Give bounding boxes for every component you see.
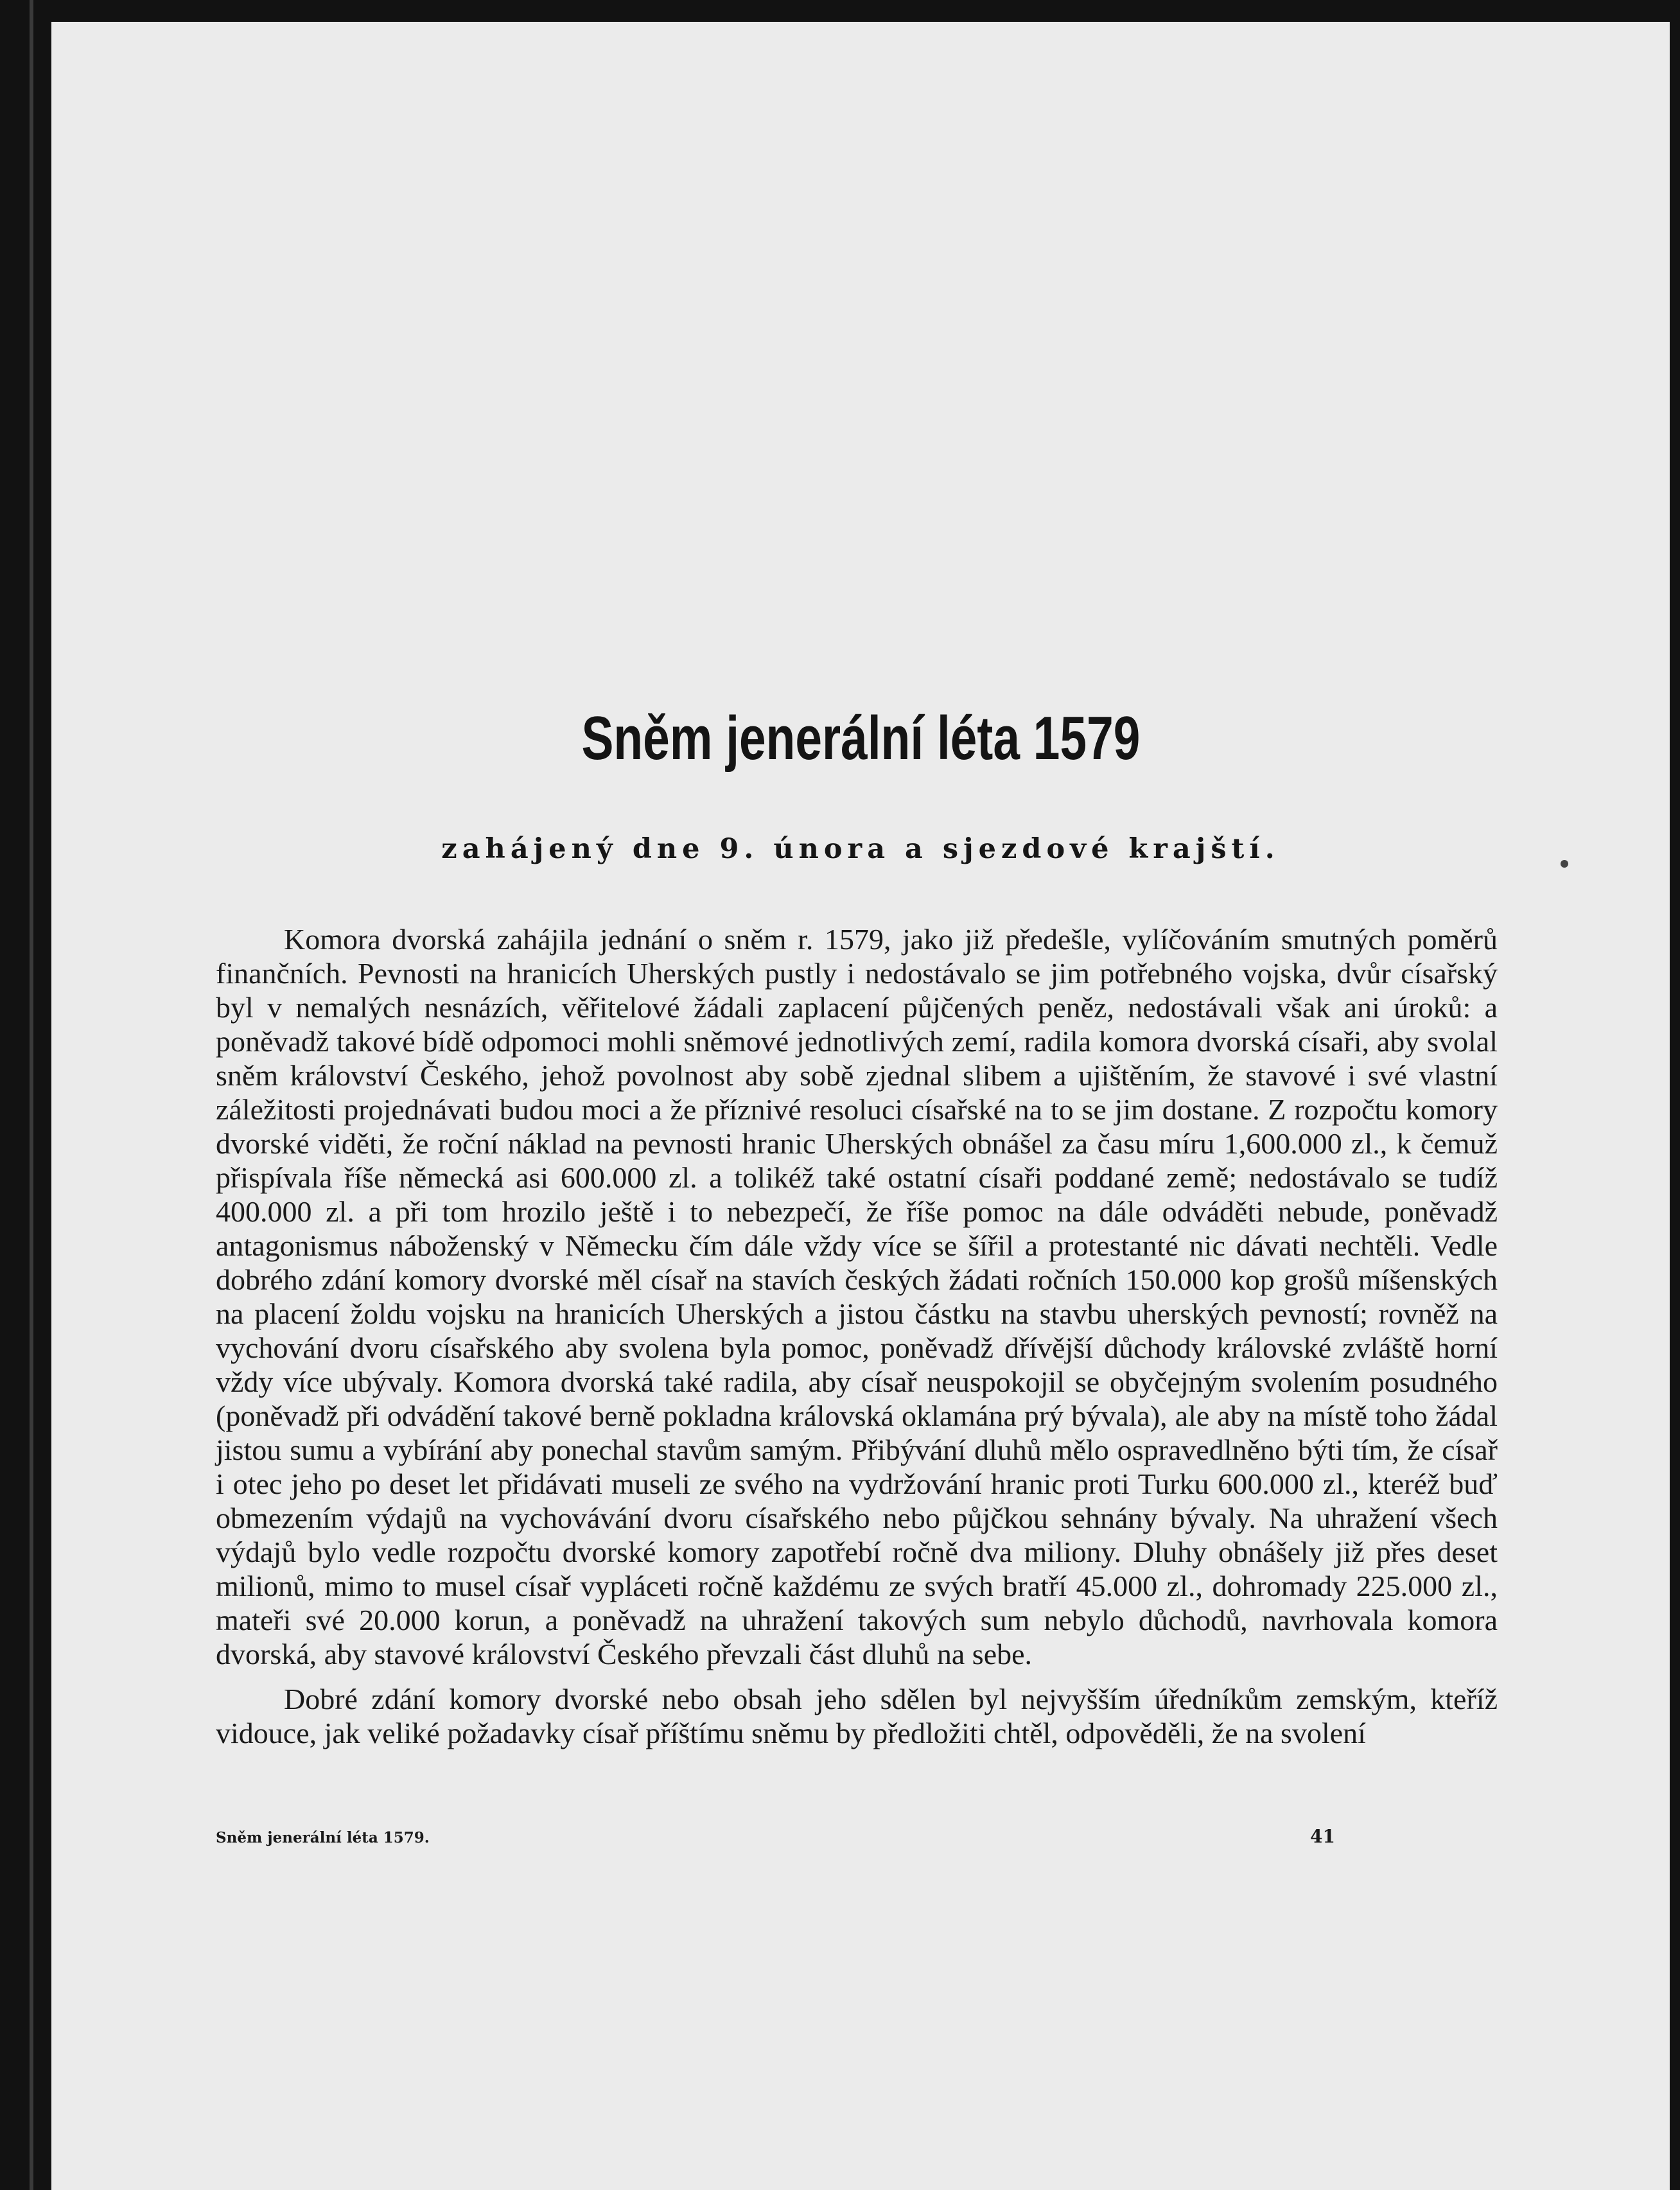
paragraph-2: Dobré zdání komory dvorské nebo obsah jeho sdělen byl nejvyšším úředníkům zemským, kteříž vidouce, jak veliké požadavky císař příštímu sněmu by předložiti chtěl, odpověděli, že na svolení	[216, 1683, 1498, 1749]
page-title: Sněm jenerální léta 1579	[581, 704, 1141, 773]
document-page	[51, 22, 1670, 2190]
running-footer-title: Sněm jenerální léta 1579.	[216, 1829, 430, 1846]
book-spine-edge	[30, 0, 33, 2190]
scan-right-margin	[1670, 0, 1680, 2190]
page-subtitle: zahájený dne 9. února a sjezdové krajští.	[441, 833, 1280, 865]
page-number: 41	[1310, 1826, 1335, 1847]
scan-speck	[1561, 860, 1568, 868]
body-text	[216, 922, 1498, 1750]
scan-left-margin	[0, 0, 51, 2190]
paragraph-1: Komora dvorská zahájila jednání o sněm r. 1579, jako již předešle, vylíčováním smutných poměrů finančních. Pevnosti na hranicích Uherských pustly i nedostávalo se jim potřebného vojska, dvůr císařský byl v nemalých nesnázích, věřitelové žádali zaplacení půjčených peněz, nedostávali však ani úroků: a poněvadž takové bídě odpomoci mohli sněmové jednotlivých zemí, radila komora dvorská císaři, aby svolal sněm království Českého, jehož povolnost aby sobě zjednal slibem a ujištěním, že stavové i své vlastní záležitosti projednávati budou moci a že příznivé resoluci císařské na to se jim dostane. Z rozpočtu komory dvorské viděti, že roční náklad na pevnosti hranic Uherských obnášel za času míru 1,600.000 zl., k čemuž přispívala říše německá asi 600.000 zl. a tolikéž také ostatní císaři poddané země; nedostávalo se tudíž 400.000 zl. a při tom hrozilo ještě i to nebezpečí, že říše pomoc na dále odváděti nebude, poněvadž antagonismus náboženský v Německu čím dále vždy více se šířil a protestanté nic dávati nechtěli. Vedle dobrého zdání komory dvorské měl císař na stavích českých žádati ročních 150.000 kop grošů míšenských na placení žoldu vojsku na hranicích Uherských a jistou částku na stavbu uherských pevností; rovněž na vychování dvoru císařského aby svolena byla pomoc, poněvadž dřívější důchody královské zvláště horní vždy více ubývaly. Komora dvorská také radila, aby císař neuspokojil se obyčejným svolením posudného (poněvadž při odvádění takové berně pokladna královská oklamána prý bývala), ale aby na místě toho žádal jistou sumu a vybírání aby ponechal stavům samým. Přibývání dluhů mělo ospravedlněno býti tím, že císař i otec jeho po deset let přidávati museli ze svého na vydržování hranic proti Turku 600.000 zl., kteréž buď obmezením výdajů na vychovávání dvoru císařského nebo půjčkou sehnány bývaly. Na uhražení všech výdajů bylo vedle rozpočtu dvorské komory zapotřebí ročně dva miliony. Dluhy obnášely již přes deset milionů, mimo to musel císař vypláceti ročně každému ze svých bratří 45.000 zl., dohromady 225.000 zl., mateři své 20.000 korun, a poněvadž na uhražení takových sum nebylo důchodů, navrhovala komora dvorská, aby stavové království Českého převzali část dluhů na sebe.	[216, 923, 1498, 1670]
